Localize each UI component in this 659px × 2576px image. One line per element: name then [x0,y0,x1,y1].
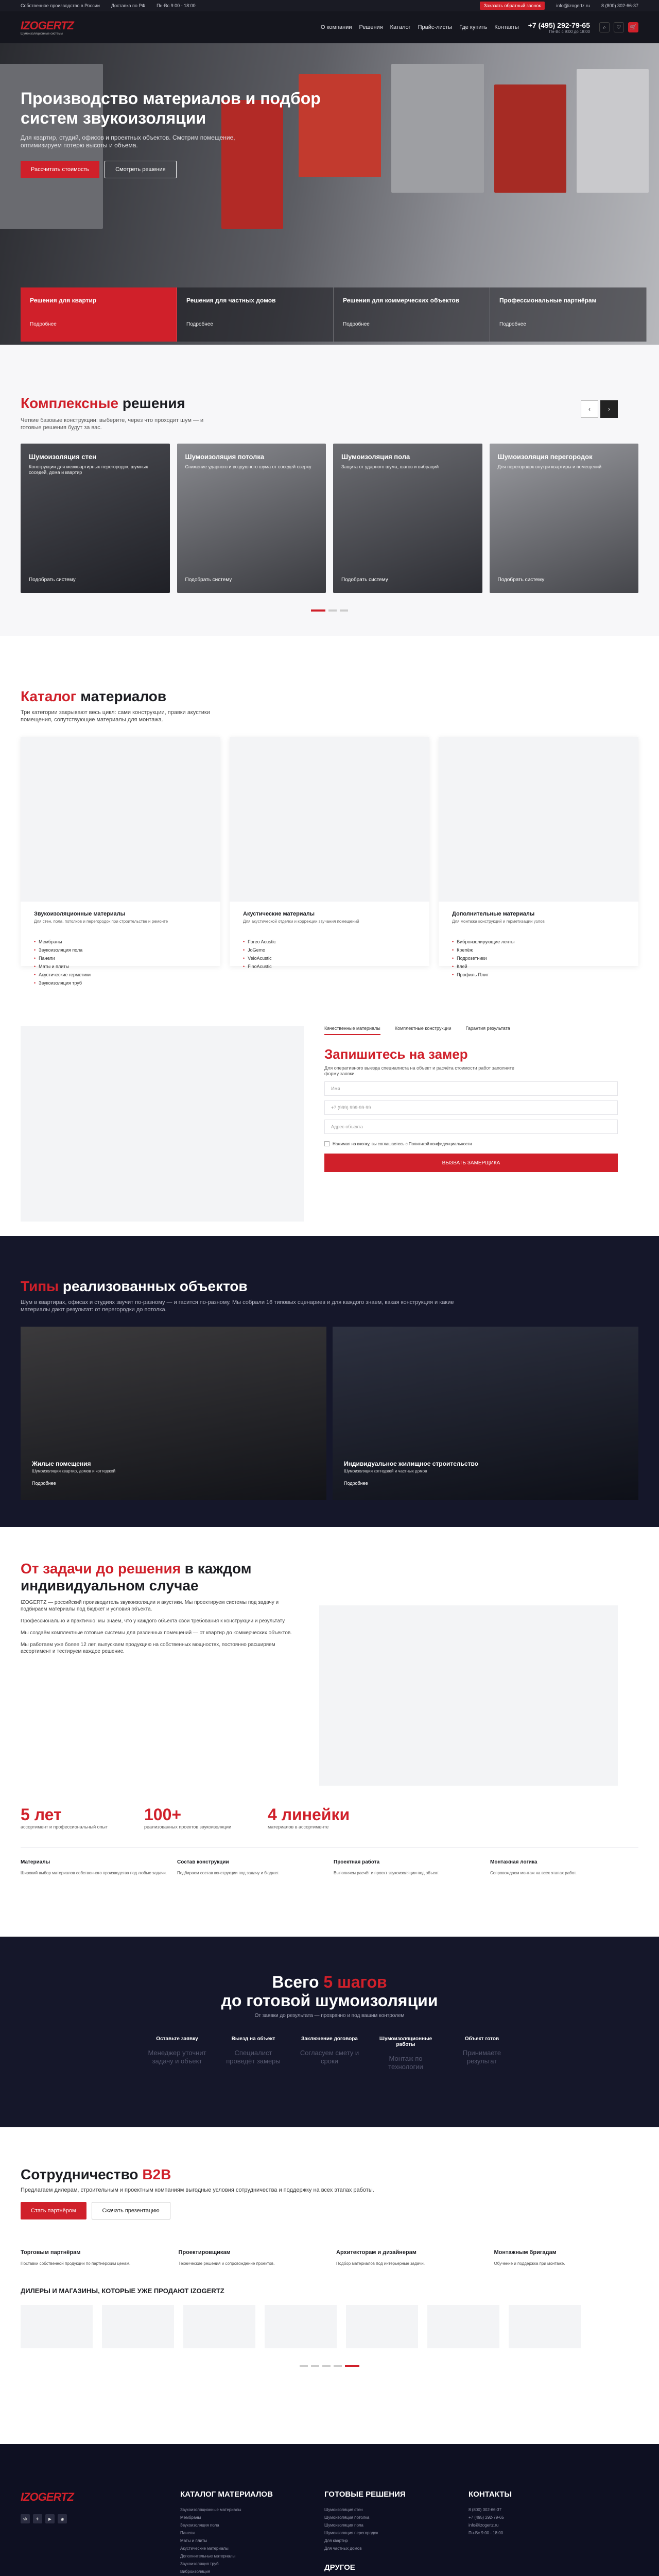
nav-item[interactable]: Прайс-листы [418,24,453,30]
hero-card[interactable]: Решения для квартир Подробнее [21,287,177,342]
steps-section [0,1937,659,2127]
address-field[interactable]: Адрес объекта [324,1120,618,1134]
footer-link[interactable]: Звукоизоляционные материалы [180,2507,241,2512]
footer-col-title: ДРУГОЕ [324,2563,355,2572]
favorites-icon[interactable]: ♡ [614,22,624,32]
stat: 100+ реализованных проектов звукоизоляции [144,1805,232,1829]
footer-col-title: ГОТОВЫЕ РЕШЕНИЯ [324,2490,406,2499]
hero-cards [21,287,647,342]
object-types [0,1236,659,1527]
footer-col-title: КОНТАКТЫ [469,2490,512,2499]
catalog-card[interactable]: Акустические материалы Для акустической отделки и коррекции звучания помещений • Foreo Acustic • JoGemo • VeloAcustic • FinoAcustic [230,737,429,966]
dealers-title: ДИЛЕРЫ И МАГАЗИНЫ, КОТОРЫЕ УЖЕ ПРОДАЮТ IZOGERTZ [21,2287,224,2295]
solution-card[interactable]: Шумоизоляция пола Защита от ударного шума, шагов и вибраций Подобрать систему [333,444,482,593]
solution-card[interactable]: Шумоизоляция потолка Снижение ударного и воздушного шума от соседей сверху Подобрать систему [177,444,326,593]
nav-item[interactable]: Контакты [494,24,519,30]
slider-dots[interactable] [21,609,638,612]
form-text: Для оперативного выезда специалиста на объект и расчёта стоимости работ заполните форму заявки. [324,1065,514,1076]
footer-link[interactable]: Мембраны [180,2515,201,2520]
phone-field[interactable]: +7 (999) 999-99-99 [324,1100,618,1115]
step: Шумоизоляционные работы Монтаж по технологии [379,2036,432,2071]
section-subtitle: Три категории закрывают весь цикл: сами конструкции, правки акустики помещения, сопутствующие материалы для монтажа. [21,709,210,723]
hero-card[interactable]: Решения для коммерческих объектов Подробнее [334,287,490,342]
vk-icon[interactable]: vk [21,2514,30,2523]
about-section [0,1527,659,1937]
about-paragraph: Мы создаём комплектные готовые системы для различных помещений — от квартир до коммерческих объектов. [21,1630,292,1636]
youtube-icon[interactable]: ▶ [45,2514,55,2523]
footer-link[interactable]: Звукоизоляция пола [180,2523,219,2528]
calc-cost-button[interactable]: Рассчитать стоимость [21,161,99,178]
cart-icon[interactable]: 🛒 [628,22,638,32]
hours: Пн-Вс 9:00 - 18:00 [157,3,196,8]
footer-contact: Пн-Вс 9:00 - 18:00 [469,2531,504,2535]
about-title: От задачи до решения в каждом индивидуальном случае [21,1561,252,1594]
section-title: Типы реализованных объектов [21,1278,248,1294]
dealer-logo[interactable] [346,2305,418,2348]
step: Объект готов Принимаете результат [462,2036,501,2065]
dealer-logo[interactable] [265,2305,337,2348]
footer-link[interactable]: Для квартир [324,2538,348,2543]
steps-subtitle: От заявки до результата — прозрачно и под вашим контролем [254,2013,405,2019]
name-field[interactable]: Имя [324,1081,618,1096]
next-arrow-icon[interactable]: › [600,400,618,418]
topbar-phone[interactable]: 8 (800) 302-66-37 [601,3,638,8]
consent-checkbox[interactable]: Нажимая на кнопку, вы соглашаетесь с Политикой конфиденциальности [324,1141,618,1146]
top-bar [0,0,659,11]
section-subtitle: Четкие базовые конструкции: выберите, через что проходит шум — и готовые решения будут за вас. [21,417,204,431]
footer-link[interactable]: Для частных домов [324,2546,362,2551]
feature: Проектная работа Выполняем расчёт и проект звукоизоляции под объект. [334,1859,440,1875]
footer-link[interactable]: Шумоизоляция перегородок [324,2531,378,2535]
become-partner-button[interactable]: Стать партнёром [21,2202,86,2219]
stat: 5 лет ассортимент и профессиональный опыт [21,1805,108,1829]
hero-card[interactable]: Решения для частных домов Подробнее [177,287,334,342]
view-solutions-button[interactable]: Смотреть решения [105,161,176,178]
solution-card[interactable]: Шумоизоляция стен Конструкции для межквартирных перегородок, шумных соседей, дома и квартир Подобрать систему [21,444,170,593]
header-phone[interactable]: +7 (495) 292-79-65 Пн-Вс с 9:00 до 18:00 [528,21,590,34]
footer-link[interactable]: Акустические материалы [180,2546,229,2551]
callback-button[interactable]: Заказать обратный звонок [480,2,545,10]
section-title: Каталог материалов [21,688,167,704]
tab-constructions[interactable]: Комплектные конструкции [394,1026,452,1031]
object-card[interactable]: Жилые помещения Шумоизоляция квартир, домов и коттеджей Подробнее [21,1327,326,1500]
b2b-section [0,2127,659,2444]
feature: Материалы Широкий выбор материалов собственного производства под любые задачи. [21,1859,167,1875]
footer-contact[interactable]: info@izogertz.ru [469,2523,499,2528]
partner-type: Монтажным бригадам Обучение и поддержка при монтаже. [494,2249,565,2266]
about-paragraph: Профессионально и практично: мы знаем, что у каждого объекта свои требования к конструкции и результату. [21,1618,286,1624]
about-paragraph: Мы работаем уже более 12 лет, выпускаем продукцию на собственных мощностях, постоянно расширяем ассортимент и тестируем каждое решение. [21,1642,275,1654]
dealer-logo[interactable] [21,2305,93,2348]
slider-dots[interactable] [21,2365,638,2367]
partner-type: Архитекторам и дизайнерам Подбор материалов под интерьерные задачи. [336,2249,425,2266]
steps-title: Всего 5 шагов до готовой шумоизоляции [221,1973,438,2010]
form-title: Запишитесь на замер [324,1046,468,1062]
prev-arrow-icon[interactable]: ‹ [581,400,598,418]
footer-link[interactable]: Звукоизоляция труб [180,2562,219,2566]
footer [0,2444,659,2576]
partner-type: Торговым партнёрам Поставки собственной продукции по партнёрским ценам. [21,2249,131,2266]
catalog [0,636,659,994]
email-link[interactable]: info@izogertz.ru [556,3,590,8]
footer-link[interactable]: Панели [180,2531,195,2535]
catalog-image [439,737,638,902]
logo[interactable]: IZOGERTZ Шумоизоляционные системы [21,19,74,36]
nav-item[interactable]: Решения [359,24,383,30]
section-subtitle: Предлагаем дилерам, строительным и проектным компаниям выгодные условия сотрудничества и поддержку на всех этапах работы. [21,2187,374,2193]
dzen-icon[interactable]: ◉ [58,2514,67,2523]
main-nav [321,24,519,30]
step: Выезд на объект Специалист проведёт замеры [226,2036,281,2065]
footer-link[interactable]: Шумоизоляция пола [324,2523,363,2528]
about-image [319,1605,618,1786]
step: Оставьте заявку Менеджер уточнит задачу и объект [148,2036,206,2065]
catalog-image [21,737,220,902]
stat: 4 линейки материалов в ассортименте [268,1805,350,1829]
footer-link[interactable]: Шумоизоляция потолка [324,2515,370,2520]
dealer-logo[interactable] [427,2305,499,2348]
nav-item[interactable]: Каталог [390,24,411,30]
footer-link[interactable]: Дополнительные материалы [180,2554,236,2558]
catalog-card[interactable]: Дополнительные материалы Для монтажа конструкций и герметизации узлов • Виброизолирующие ленты • Крепёж • Подрозетники • Клей • Профиль Плит [439,737,638,966]
step: Заключение договора Согласуем смету и сроки [300,2036,359,2065]
footer-link[interactable]: Виброизоляция [180,2569,210,2574]
submit-button[interactable]: ВЫЗВАТЬ ЗАМЕРЩИКА [324,1154,618,1172]
dealer-logo[interactable] [509,2305,581,2348]
hero-text: Для квартир, студий, офисов и проектных объектов. Смотрим помещение, оптимизируем потерю высоты и объема. [21,134,235,149]
form-image [21,1026,304,1222]
hero-title: Производство материалов и подбор систем звукоизоляции [21,89,321,127]
section-title: Сотрудничество B2B [21,2166,171,2182]
dealer-logo[interactable] [102,2305,174,2348]
nav-item[interactable]: Где купить [459,24,488,30]
hero [0,43,659,345]
catalog-card[interactable]: Звукоизоляционные материалы Для стен, пола, потолков и перегородок при строительстве и ремонте • Мембраны • Звукоизоляция пола • Панели • Маты и плиты • Акустические герметики • Звукоизоляция труб [21,737,220,966]
footer-contact[interactable]: +7 (495) 292-79-65 [469,2515,504,2520]
nav-item[interactable]: О компании [320,24,352,30]
section-subtitle: Шум в квартирах, офисах и студиях звучит по-разному — и гасится по-разному. Мы собрали 16 типовых сценариев и для каждого знаем, какая конструкция и какие материалы дают результат: от перегородки до потолка. [21,1299,454,1313]
object-card[interactable]: Индивидуальное жилищное строительство Шумоизоляция коттеджей и частных домов Подробнее [333,1327,638,1500]
solution-card[interactable]: Шумоизоляция перегородок Для перегородок внутри квартиры и помещений Подобрать систему [490,444,639,593]
feature: Монтажная логика Сопровождаем монтаж на всех этапах работ. [490,1859,577,1875]
footer-logo[interactable]: IZOGERTZ [21,2490,74,2503]
complex-solutions [0,345,659,636]
tagline: Собственное производство в России [21,3,100,8]
dealer-logo[interactable] [183,2305,255,2348]
telegram-icon[interactable]: ✈ [33,2514,42,2523]
section-title: Комплексные решения [21,395,185,411]
footer-link[interactable]: Маты и плиты [180,2538,207,2543]
tab-guarantee[interactable]: Гарантия результата [465,1026,510,1031]
search-icon[interactable]: ⌕ [599,22,610,32]
hero-card[interactable]: Профессиональные партнёрам Подробнее [490,287,647,342]
tab-materials[interactable]: Качественные материалы [324,1026,380,1035]
footer-link[interactable]: Шумоизоляция стен [324,2507,363,2512]
header [0,11,659,43]
catalog-image [230,737,429,902]
feature: Состав конструкции Подбираем состав конструкции под задачу и бюджет. [177,1859,280,1875]
footer-col-title: КАТАЛОГ МАТЕРИАЛОВ [180,2490,273,2499]
partner-type: Проектировщикам Технические решения и сопровождение проектов. [178,2249,275,2266]
download-presentation-button[interactable]: Скачать презентацию [92,2202,170,2219]
footer-contact[interactable]: 8 (800) 302-66-37 [469,2507,502,2512]
about-paragraph: IZOGERTZ — российский производитель звукоизоляции и акустики. Мы проектируем системы под задачу и подбираем материалы под бюджет и условия объекта. [21,1600,279,1612]
delivery[interactable]: Доставка по РФ [111,3,146,8]
measure-form-section [0,994,659,1236]
